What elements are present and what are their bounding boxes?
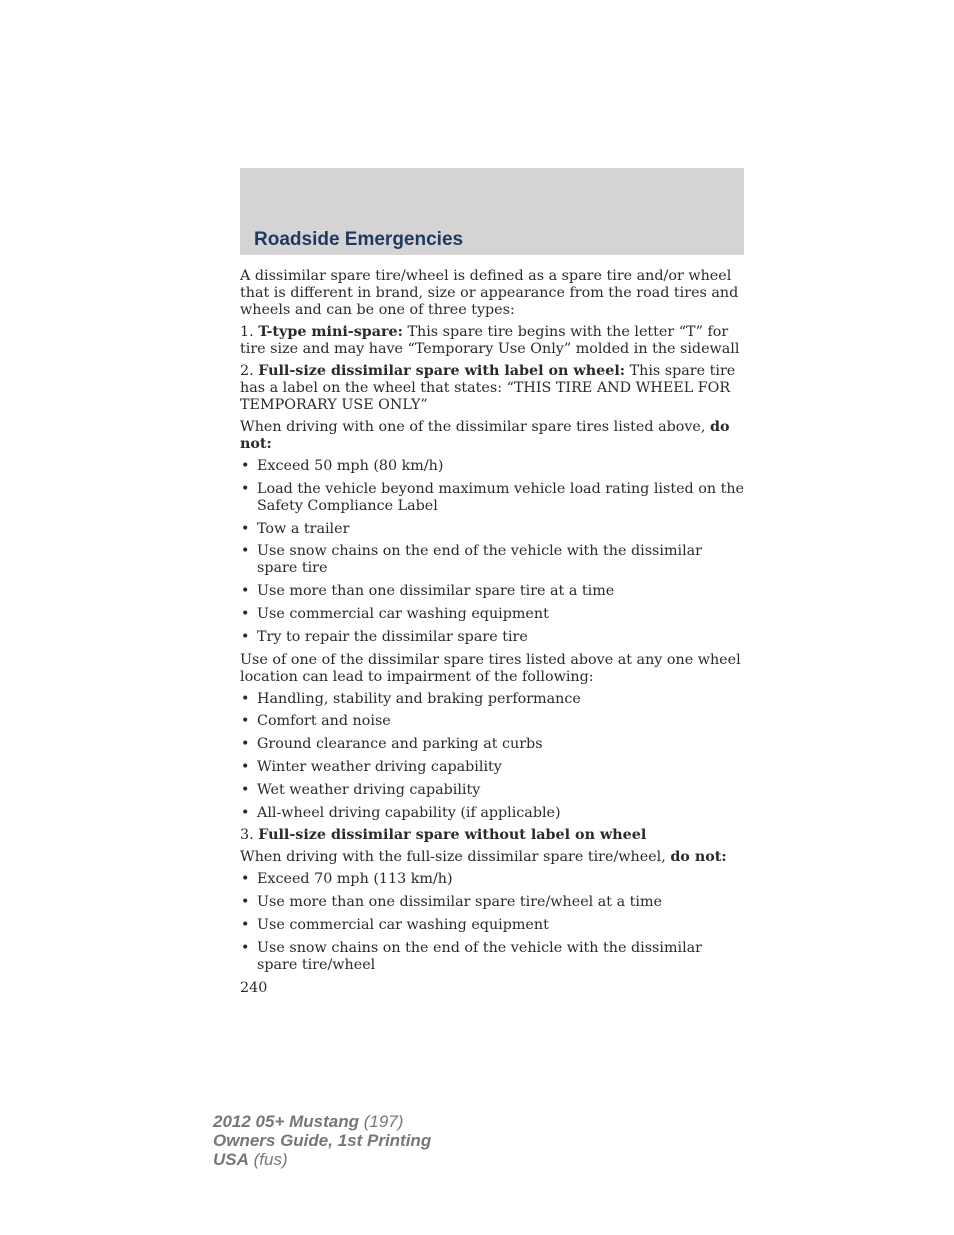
list-item: • All-wheel driving capability (if applicable) — [240, 805, 744, 822]
footer-model: 2012 05+ Mustang — [213, 1112, 359, 1131]
list-item: • Winter weather driving capability — [240, 759, 744, 776]
footer-line-1 — [213, 1112, 431, 1131]
intro-paragraph: A dissimilar spare tire/wheel is defined as a spare tire and/or wheel that is different in brand, size or appearance from the road tires and wheels and can be one of three types: — [240, 268, 739, 318]
type2-number: 2. — [240, 363, 254, 379]
type1-number: 1. — [240, 324, 254, 340]
list-item: • Wet weather driving capability — [240, 782, 744, 799]
list-item: • Ground clearance and parking at curbs — [240, 736, 744, 753]
warning1-bold: do not: — [240, 419, 730, 452]
list-item: • Use more than one dissimilar spare tire at a time — [240, 583, 744, 600]
list-item: • Use commercial car washing equipment — [240, 917, 744, 934]
list-item: • Handling, stability and braking performance — [240, 691, 744, 708]
type2-text: This spare tire has a label on the wheel that states: “THIS TIRE AND WHEEL FOR TEMPORARY USE ONLY” — [240, 363, 736, 413]
warning2-text: When driving with the full-size dissimilar spare tire/wheel, — [240, 849, 671, 866]
list-item: • Load the vehicle beyond maximum vehicle load rating listed on the Safety Compliance Label — [240, 481, 744, 515]
type1-text: This spare tire begins with the letter “T” for tire size and may have “Temporary Use Only” molded in the sidewall — [240, 324, 740, 357]
type2-title: Full-size dissimilar spare with label on wheel: — [258, 363, 626, 379]
restrictions-list-2 — [240, 871, 744, 973]
list-item: • Use commercial car washing equipment — [240, 606, 744, 623]
list-item: • Comfort and noise — [240, 713, 744, 730]
warning1-paragraph — [240, 419, 744, 453]
type2-paragraph — [240, 363, 744, 414]
restrictions-list-1 — [240, 458, 744, 646]
section-title: Roadside Emergencies — [254, 229, 464, 250]
list-item: • Use more than one dissimilar spare tire/wheel at a time — [240, 894, 744, 911]
warning2-bold: do not: — [670, 849, 727, 866]
list-item: • Tow a trailer — [240, 521, 744, 538]
page-number: 240 — [240, 979, 268, 996]
footer-market: USA — [213, 1150, 249, 1169]
list-item: • Use snow chains on the end of the vehicle with the dissimilar spare tire/wheel — [240, 940, 744, 974]
type3-paragraph — [240, 827, 744, 844]
list-item: • Exceed 70 mph (113 km/h) — [240, 871, 744, 888]
footer-guide: Owners Guide, 1st Printing — [213, 1131, 432, 1150]
type3-title: Full-size dissimilar spare without label on wheel — [258, 827, 647, 844]
footer-imprint — [213, 1112, 431, 1169]
type1-paragraph — [240, 324, 744, 358]
warning2-paragraph — [240, 849, 744, 866]
footer-line-2 — [213, 1131, 431, 1150]
list-item: • Exceed 50 mph (80 km/h) — [240, 458, 744, 475]
list-item: • Use snow chains on the end of the vehicle with the dissimilar spare tire — [240, 543, 744, 577]
type3-number: 3. — [240, 827, 254, 844]
page-content — [240, 268, 744, 997]
warning1-text: When driving with one of the dissimilar spare tires listed above, — [240, 419, 710, 435]
type1-title: T-type mini-spare: — [258, 324, 403, 340]
list-item: • Try to repair the dissimilar spare tire — [240, 629, 744, 646]
footer-line-3 — [213, 1150, 431, 1169]
impairment-list — [240, 691, 744, 822]
footer-market-code: (fus) — [248, 1150, 288, 1169]
impairment-paragraph: Use of one of the dissimilar spare tires listed above at any one wheel location can lead to impairment of the following: — [240, 651, 741, 685]
footer-model-code: (197) — [359, 1112, 404, 1131]
